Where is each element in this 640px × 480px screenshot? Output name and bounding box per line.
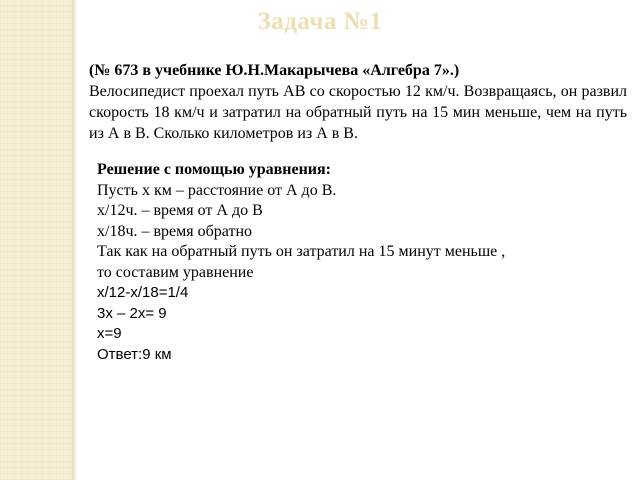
solution-line-2: х/12ч. – время от А до В xyxy=(97,202,263,219)
solution-answer: Ответ:9 км xyxy=(97,345,172,363)
solution-line-1: Пусть х км – расстояние от А до В. xyxy=(97,181,337,199)
solution-block xyxy=(97,160,617,365)
solution-line-4: Так как на обратный путь он затратил на 15 минут меньше , xyxy=(97,243,506,260)
problem-text: Велосипедист проехал путь АВ со скоростью 12 км/ч. Возвращаясь, он развил скорость 18 км/ч и затратил на обратный путь на 15 мин меньше, чем на путь из А в В. Сколько километров из А в В. xyxy=(89,83,627,142)
slide-title: Задача №1 xyxy=(257,8,383,35)
solution-line-3: х/18ч. – время обратно xyxy=(97,222,253,240)
decorative-band-edge xyxy=(72,0,76,480)
solution-heading: Решение с помощью уравнения: xyxy=(97,161,331,178)
solution-step: 3x – 2x= 9 xyxy=(97,304,167,322)
decorative-left-band xyxy=(0,0,72,480)
problem-statement xyxy=(89,60,627,144)
problem-source: (№ 673 в учебнике Ю.Н.Макарычева «Алгебра 7».) xyxy=(89,62,460,79)
solution-result: x=9 xyxy=(97,325,122,342)
solution-equation: x/12-x/18=1/4 xyxy=(97,284,189,301)
solution-line-5: то составим уравнение xyxy=(97,263,254,281)
